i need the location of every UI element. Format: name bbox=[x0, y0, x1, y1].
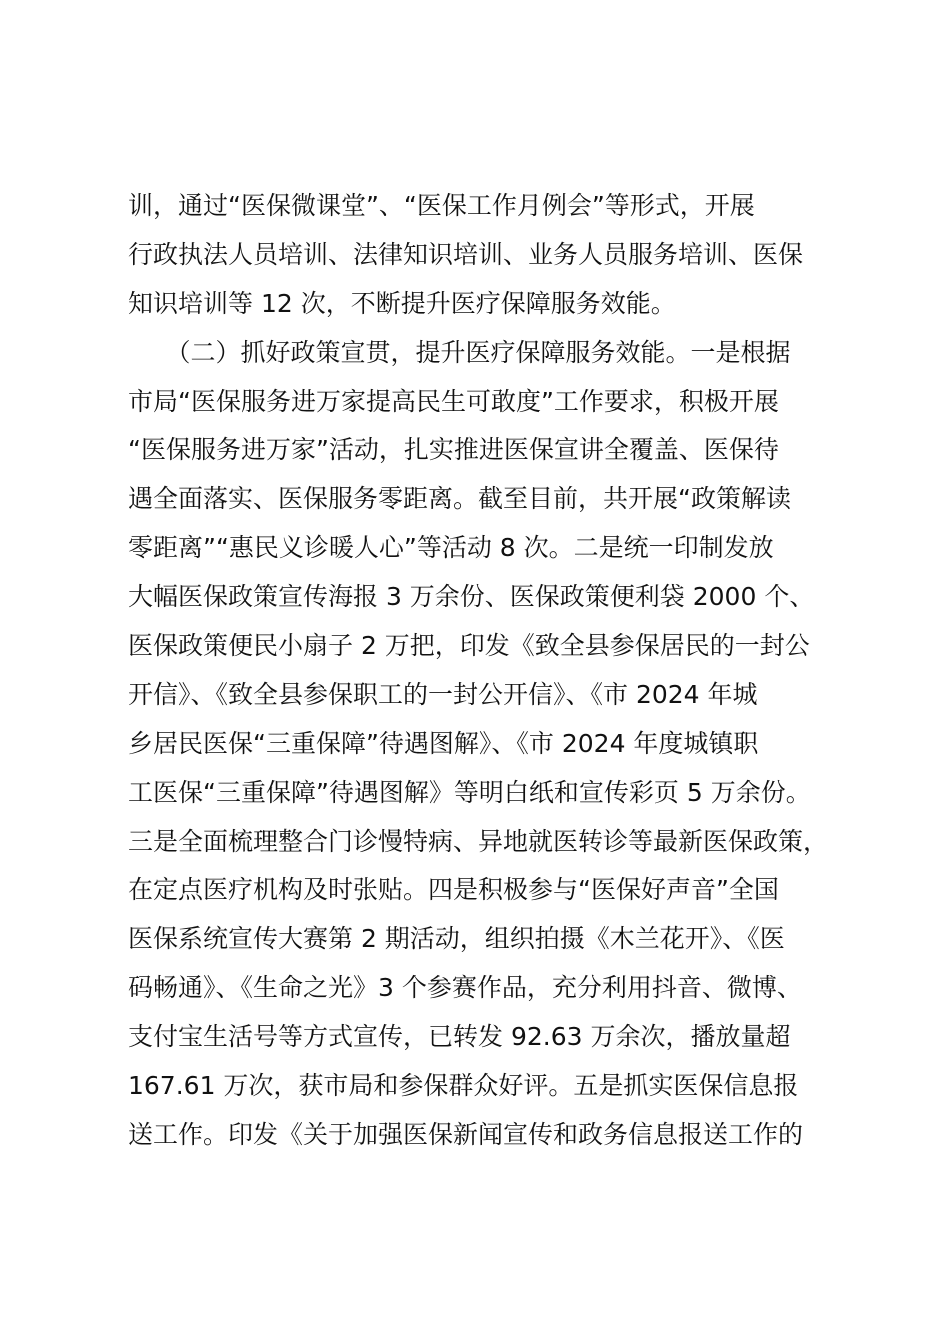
body-text bbox=[128, 182, 840, 1160]
text-line: 知识培训等 12 次，不断提升医疗保障服务效能。 bbox=[128, 288, 676, 318]
text-line: 167.61 万次，获市局和参保群众好评。五是抓实医保信息报 bbox=[128, 1071, 799, 1101]
text-line: 医保政策便民小扇子 2 万把，印发《致全县参保居民的一封公 bbox=[128, 631, 810, 661]
section-heading-line: （二）抓好政策宣贯，提升医疗保障服务效能。一是根据 bbox=[128, 337, 791, 367]
text-line: 零距离”“惠民义诊暖人心”等活动 8 次。二是统一印制发放 bbox=[128, 533, 774, 563]
text-line: 工医保“三重保障”待遇图解》等明白纸和宣传彩页 5 万余份。 bbox=[128, 777, 811, 807]
text-line: 开信》、《致全县参保职工的一封公开信》、《市 2024 年城 bbox=[128, 679, 758, 709]
text-line: 支付宝生活号等方式宣传，已转发 92.63 万余次，播放量超 bbox=[128, 1022, 791, 1052]
text-line: 三是全面梳理整合门诊慢特病、异地就医转诊等最新医保政策， bbox=[128, 826, 829, 856]
text-line: 医保系统宣传大赛第 2 期活动，组织拍摄《木兰花开》、《医 bbox=[128, 924, 785, 954]
text-line: 大幅医保政策宣传海报 3 万余份、医保政策便利袋 2000 个、 bbox=[128, 582, 815, 612]
text-line: “医保服务进万家”活动，扎实推进医保宣讲全覆盖、医保待 bbox=[128, 435, 779, 465]
text-line: 送工作。印发《关于加强医保新闻宣传和政务信息报送工作的 bbox=[128, 1119, 804, 1149]
text-line: 市局“医保服务进万家提高民生可敢度”工作要求，积极开展 bbox=[128, 386, 779, 416]
text-line: 码畅通》、《生命之光》3 个参赛作品，充分利用抖音、微博、 bbox=[128, 973, 802, 1003]
text-line: 行政执法人员培训、法律知识培训、业务人员服务培训、医保 bbox=[128, 239, 804, 269]
text-line: 在定点医疗机构及时张贴。四是积极参与“医保好声音”全国 bbox=[128, 875, 779, 905]
text-line: 训，通过“医保微课堂”、“医保工作月例会”等形式，开展 bbox=[128, 191, 755, 220]
text-line: 遇全面落实、医保服务零距离。截至目前，共开展“政策解读 bbox=[128, 484, 791, 514]
text-line: 乡居民医保“三重保障”待遇图解》、《市 2024 年度城镇职 bbox=[128, 728, 759, 758]
